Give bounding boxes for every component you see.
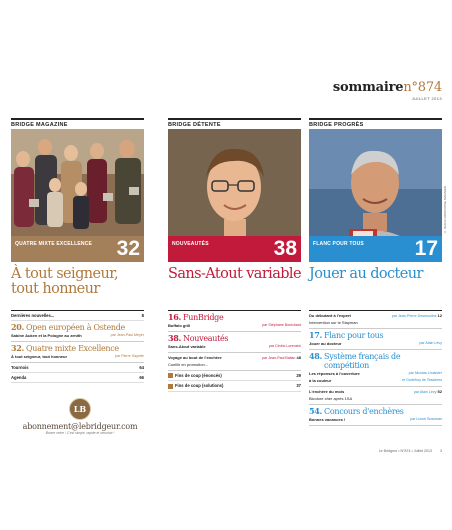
section-number: 54. xyxy=(309,406,323,416)
band-page-number: 32 xyxy=(116,237,140,260)
section-number: 17. xyxy=(309,330,323,340)
article-title: Sabine Auken et la Pologne au zenith xyxy=(11,333,82,338)
feature-band xyxy=(309,236,442,262)
band-label: NOUVEAUTÉS xyxy=(172,241,209,247)
band-page-number: 38 xyxy=(273,237,297,260)
section-number: 38. xyxy=(168,333,182,343)
feature-band xyxy=(11,236,144,262)
article-author: et Godefroy de Tessières xyxy=(402,378,442,382)
article-title: À tout seigneur, tout honneur xyxy=(11,354,67,359)
toc-section[interactable] xyxy=(309,407,442,426)
toc-entry[interactable] xyxy=(309,387,442,405)
issue-number: n°874 xyxy=(403,80,442,95)
article-subtitle: Cueillir en promotion... xyxy=(168,362,209,367)
section-heading: BRIDGE PROGRÈS xyxy=(309,118,442,129)
article-subtitle: Bicolore cher après 1SA xyxy=(309,396,353,401)
feature-photo-group[interactable] xyxy=(11,129,144,262)
section-number: 48. xyxy=(309,351,323,361)
toc-entry[interactable] xyxy=(11,373,144,383)
issue-date: JUILLET 2013 xyxy=(411,96,442,101)
page-title xyxy=(333,80,442,95)
toc-entry-page: 8 xyxy=(141,313,144,318)
section-heading: BRIDGE DÉTENTE xyxy=(168,118,301,129)
section-title: Système français de compétition xyxy=(324,352,401,370)
article-author: par Nicolas Lhuissier xyxy=(408,371,442,375)
subscription-ad[interactable] xyxy=(20,398,140,435)
article-author: par Jean-Pierre Desmoulins xyxy=(391,314,437,318)
toc-entry[interactable] xyxy=(309,311,442,329)
article-title: L'enchère du mois xyxy=(309,389,345,394)
title-text: sommaire xyxy=(332,80,404,95)
toc-section[interactable] xyxy=(168,313,301,332)
band-page-number: 17 xyxy=(414,237,438,260)
section-number: 32. xyxy=(11,343,25,353)
article-author: par Alain Lévy xyxy=(419,341,442,345)
bridgeur-logo-icon: LB xyxy=(69,398,91,420)
toc-column-1 xyxy=(11,310,144,383)
toc-entry[interactable] xyxy=(168,371,301,381)
toc-section[interactable] xyxy=(168,334,301,353)
article-title: Les réponses à l'ouverture xyxy=(309,371,360,376)
feature-band xyxy=(168,236,301,262)
section-title: Quatre mixte Excellence xyxy=(26,344,119,353)
photo-credit: © JEAN-CHRISTOPHE MAGNIEN xyxy=(443,186,447,234)
toc-entry-page: 66 xyxy=(139,375,144,380)
article-title: Voyage au bout de l'enchère xyxy=(168,355,222,360)
toc-entry-page: 37 xyxy=(296,383,301,389)
toc-entry[interactable] xyxy=(168,381,301,391)
article-author: par Jean-Paul Balian xyxy=(262,356,296,360)
column-bridge-detente xyxy=(168,118,301,282)
toc-entry-page: 29 xyxy=(296,373,301,378)
article-title: Jouer au docteur xyxy=(309,341,342,346)
toc-entry[interactable] xyxy=(11,311,144,321)
magazine-masthead xyxy=(333,80,442,101)
divider xyxy=(168,310,301,311)
feature-photo-young-man[interactable] xyxy=(168,129,301,262)
footer-page-number: 3 xyxy=(440,449,442,453)
toc-entry[interactable] xyxy=(11,363,144,373)
toc-entry-title: Fins de coup (solutions) xyxy=(175,383,224,389)
section-title: Nouveautés xyxy=(183,334,229,343)
toc-entry-page: 64 xyxy=(139,365,144,370)
article-author: par Pierre Sayette xyxy=(115,354,144,358)
toc-entry-page: 48 xyxy=(296,355,301,360)
toc-section[interactable] xyxy=(309,352,442,387)
page-footer xyxy=(379,449,442,453)
toc-entry-title: Fins de coup (énoncés) xyxy=(175,373,222,378)
toc-column-3 xyxy=(309,310,442,426)
toc-section[interactable] xyxy=(11,323,144,342)
section-heading: BRIDGE MAGAZINE xyxy=(11,118,144,129)
band-label: QUATRE MIXTE EXCELLENCE xyxy=(15,241,93,247)
toc-section[interactable] xyxy=(11,344,144,363)
section-number: 20. xyxy=(11,322,25,332)
feature-photo-older-man[interactable] xyxy=(309,129,447,262)
toc-entry-page: 12 xyxy=(437,313,442,318)
article-author: par Stéphane Bonichard xyxy=(262,323,301,327)
section-number: 16. xyxy=(168,312,182,322)
toc-entry[interactable] xyxy=(168,353,301,371)
article-author: par Cédric Lorenzini xyxy=(268,344,301,348)
toc-section[interactable] xyxy=(309,331,442,350)
article-title: à la couleur xyxy=(309,378,332,383)
article-title: Bonnes vacances ! xyxy=(309,417,346,422)
article-author: par Jean-Paul Meyer xyxy=(110,333,144,337)
feature-headline[interactable]: Sans-Atout variable xyxy=(168,266,301,282)
toc-entry-page: 52 xyxy=(437,389,442,394)
checkbox-icon xyxy=(168,384,173,389)
article-subtitle: Intervention sur le Stayman xyxy=(309,320,358,325)
feature-headline[interactable]: À tout seigneur, tout honneur xyxy=(11,266,118,297)
toc-entry-title: Agenda xyxy=(11,375,27,380)
ad-tagline: Bonne veine ! C'est simple, rapide et sécurisé ! xyxy=(45,431,115,435)
checkbox-icon xyxy=(168,373,173,378)
section-title: Flanc pour tous xyxy=(324,331,384,340)
article-author: par Lionel Sussman xyxy=(410,417,442,421)
article-title: Buffalo grill xyxy=(168,323,191,328)
toc-entry-title: Dernières nouvelles... xyxy=(11,313,55,318)
section-title: FunBridge xyxy=(183,313,224,322)
column-bridge-progres xyxy=(309,118,447,282)
toc-column-2 xyxy=(168,310,301,392)
column-bridge-magazine xyxy=(11,118,144,297)
toc-entry-title: Tournois xyxy=(11,365,29,370)
section-title: Concours d'enchères xyxy=(324,407,404,416)
subscription-email-link[interactable]: abonnement@lebridgeur.com xyxy=(22,422,138,431)
article-author: par Alain Lévy xyxy=(413,390,437,394)
footer-text: Le Bridgeur • N°874 • Juillet 2013 xyxy=(378,449,432,453)
section-title: Open européen à Ostende xyxy=(26,323,125,332)
feature-headline[interactable]: Jouer au docteur xyxy=(309,266,423,282)
article-title: Sans-Atout variable xyxy=(168,344,206,349)
article-title: Du débutant à l'expert xyxy=(309,313,351,318)
band-label: FLANC POUR TOUS xyxy=(313,241,364,247)
